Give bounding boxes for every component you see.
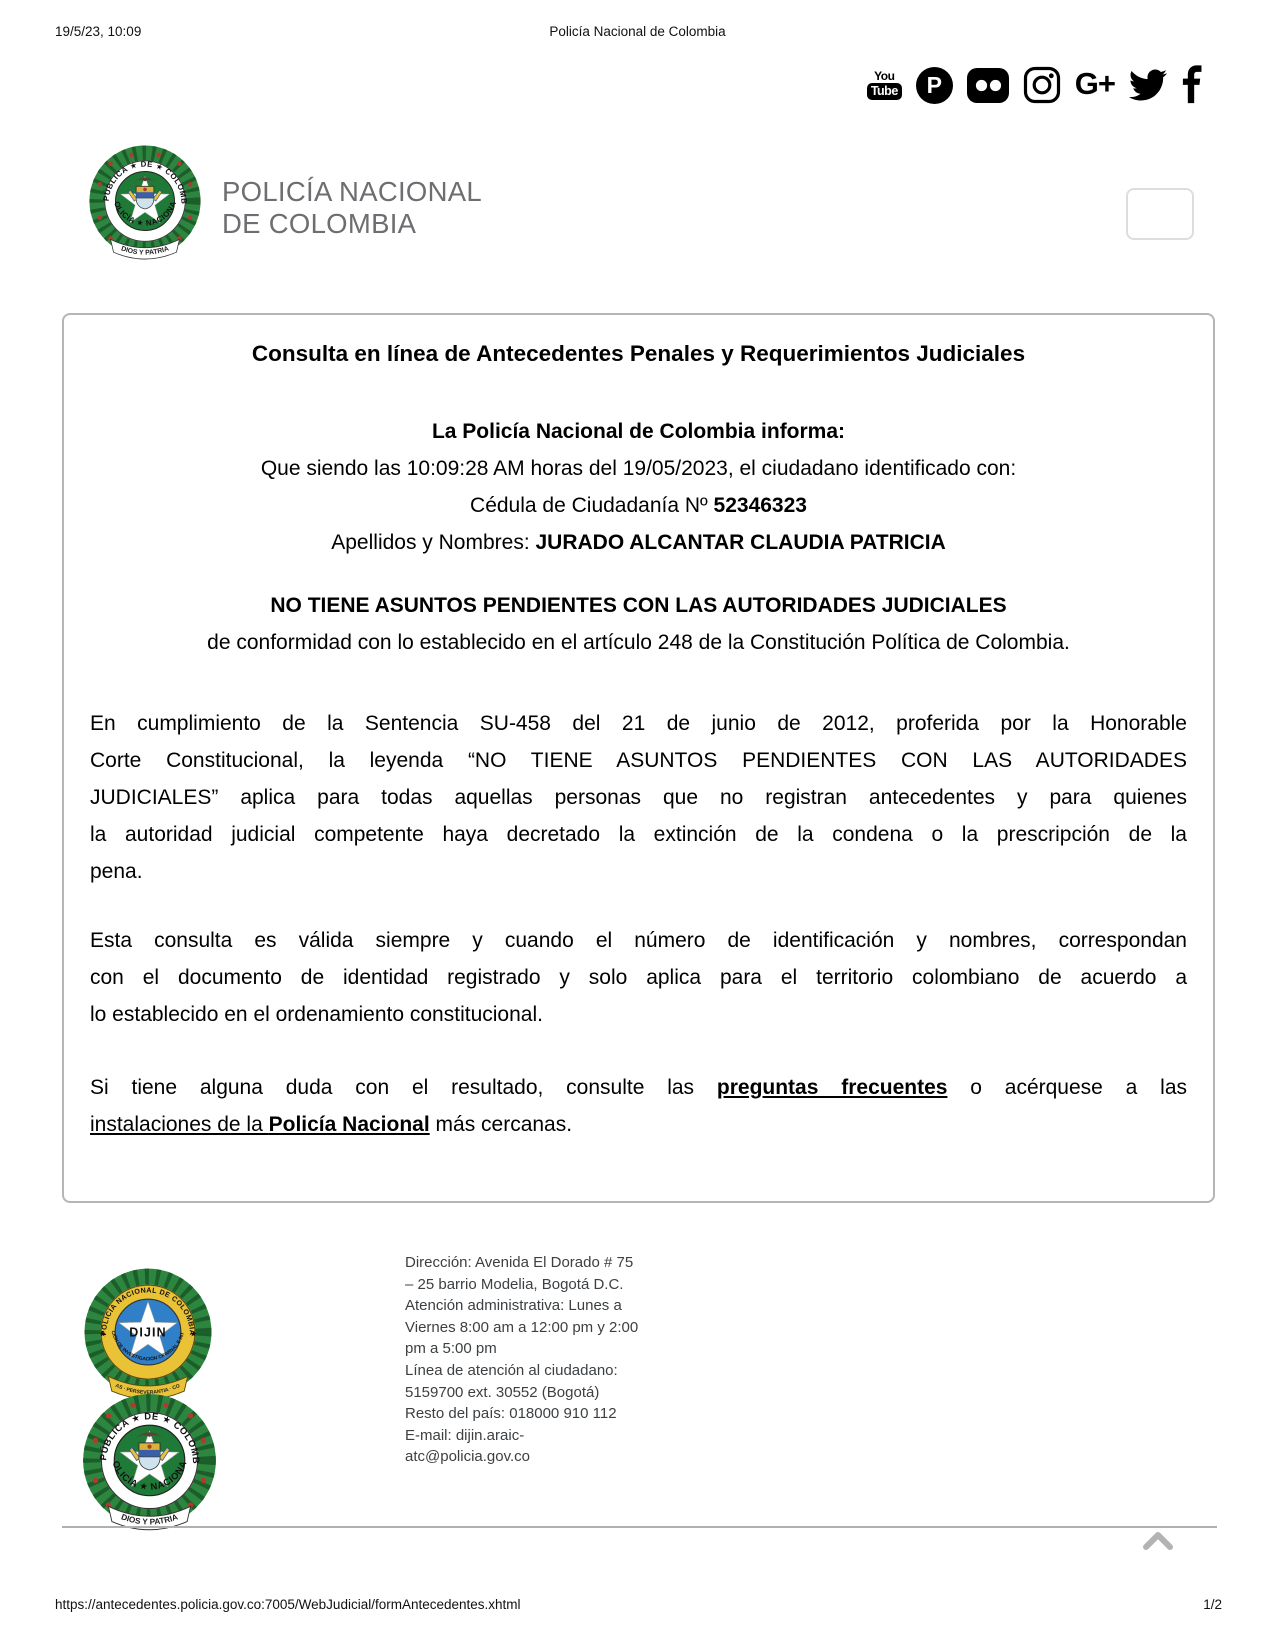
paragraph3-part1: Si tiene alguna duda con el resultado, consulte las xyxy=(90,1076,717,1099)
paragraph-line: JUDICIALES” aplica para todas aquellas personas que no registran antecedentes y para quienes xyxy=(90,786,1187,809)
cedula-number: 52346323 xyxy=(713,494,807,517)
youtube-icon[interactable] xyxy=(867,70,902,101)
paragraph-line: con el documento de identidad registrado y solo aplica para el territorio colombiano de acuerdo a xyxy=(90,966,1187,989)
certificate-status-note: de conformidad con lo establecido en el artículo 248 de la Constitución Política de Colombia. xyxy=(207,631,1070,654)
google-plus-icon[interactable] xyxy=(1075,66,1115,104)
footer-divider xyxy=(62,1526,1217,1528)
paragraph3-part2: o acérquese a las xyxy=(947,1076,1187,1099)
social-icons-row xyxy=(867,62,1203,108)
certificate-cedula-line xyxy=(90,487,1187,524)
contact-line: Resto del país: 018000 910 112 xyxy=(405,1405,617,1423)
print-datetime: 19/5/23, 10:09 xyxy=(55,24,142,39)
police-crest-logo xyxy=(86,142,204,266)
paragraph-line xyxy=(90,1069,1187,1106)
print-doc-title: Policía Nacional de Colombia xyxy=(549,24,726,39)
brand-name xyxy=(222,176,482,240)
contact-info xyxy=(405,1252,665,1468)
paragraph-line xyxy=(90,1106,1187,1143)
paragraph-line: lo establecido en el ordenamiento constitucional. xyxy=(90,1003,543,1026)
pinterest-icon[interactable] xyxy=(916,67,953,104)
flickr-icon[interactable] xyxy=(967,68,1009,103)
contact-line: Atención administrativa: Lunes a xyxy=(405,1297,622,1315)
google-plus-icon-glyph: G+ xyxy=(1074,66,1115,101)
instagram-icon[interactable] xyxy=(1023,66,1061,104)
police-crest-logo-bottom xyxy=(79,1390,220,1538)
certificate-title: Consulta en línea de Antecedentes Penales y Requerimientos Judiciales xyxy=(251,341,1026,366)
contact-line: 5159700 ext. 30552 (Bogotá) xyxy=(405,1383,600,1401)
brand-name-line2: DE COLOMBIA xyxy=(222,208,417,239)
paragraph-line: Esta consulta es válida siempre y cuando el número de identificación y nombres, correspondan xyxy=(90,929,1187,952)
contact-line: Línea de atención al ciudadano: xyxy=(405,1361,618,1379)
nombres-value: JURADO ALCANTAR CLAUDIA PATRICIA xyxy=(535,531,946,554)
paragraph-line: la autoridad judicial competente haya decretado la extinción de la condena o la prescripción de la xyxy=(90,823,1187,846)
cedula-label: Cédula de Ciudadanía Nº xyxy=(470,494,714,517)
certificate-status: NO TIENE ASUNTOS PENDIENTES CON LAS AUTORIDADES JUDICIALES xyxy=(270,594,1007,617)
header-placeholder-box xyxy=(1126,188,1194,240)
contact-line: E-mail: dijin.araic- xyxy=(405,1426,525,1444)
contact-line: pm a 5:00 pm xyxy=(405,1340,497,1358)
contact-line: atc@policia.gov.co xyxy=(405,1448,531,1466)
certificate-paragraph-3 xyxy=(90,1069,1187,1143)
installations-link[interactable]: instalaciones de la xyxy=(90,1113,269,1136)
print-footer-page-indicator: 1/2 xyxy=(1203,1597,1222,1612)
pinterest-icon-glyph: P xyxy=(926,71,942,98)
paragraph-line: Corte Constitucional, la leyenda “NO TIENE ASUNTOS PENDIENTES CON LAS AUTORIDADES xyxy=(90,749,1187,772)
twitter-icon[interactable] xyxy=(1129,69,1167,101)
faq-link[interactable]: preguntas frecuentes xyxy=(716,1076,948,1099)
paragraph-line: En cumplimiento de la Sentencia SU-458 del 21 de junio de 2012, proferida por la Honorable xyxy=(90,712,1187,735)
installations-link-bold[interactable]: Policía Nacional xyxy=(268,1113,430,1136)
youtube-icon-text-bottom: Tube xyxy=(867,83,902,101)
certificate-paragraph-2 xyxy=(90,922,1187,1033)
certificate-informa: La Policía Nacional de Colombia informa: xyxy=(431,420,846,443)
certificate-nombres-line xyxy=(90,524,1187,561)
paragraph3-part3: más cercanas. xyxy=(429,1113,573,1136)
nombres-label: Apellidos y Nombres: xyxy=(331,531,536,554)
certificate-paragraph-1 xyxy=(90,705,1187,890)
dijin-crest-logo xyxy=(80,1264,216,1407)
certificate-intro: Que siendo las 10:09:28 AM horas del 19/05/2023, el ciudadano identificado con: xyxy=(260,457,1017,480)
contact-line: – 25 barrio Modelia, Bogotá D.C. xyxy=(405,1275,624,1293)
certificate-box xyxy=(62,313,1215,1203)
youtube-icon-text-top: You xyxy=(874,68,895,83)
scroll-to-top-button[interactable] xyxy=(1140,1528,1176,1554)
chevron-up-icon xyxy=(1140,1528,1176,1554)
contact-line: Dirección: Avenida El Dorado # 75 xyxy=(405,1254,634,1271)
brand-name-line1: POLICÍA NACIONAL xyxy=(222,176,483,207)
facebook-icon[interactable] xyxy=(1181,65,1203,105)
paragraph-line: pena. xyxy=(90,860,143,883)
print-footer-url: https://antecedentes.policia.gov.co:7005/WebJudicial/formAntecedentes.xhtml xyxy=(55,1597,521,1612)
contact-line: Viernes 8:00 am a 12:00 pm y 2:00 xyxy=(405,1318,639,1336)
